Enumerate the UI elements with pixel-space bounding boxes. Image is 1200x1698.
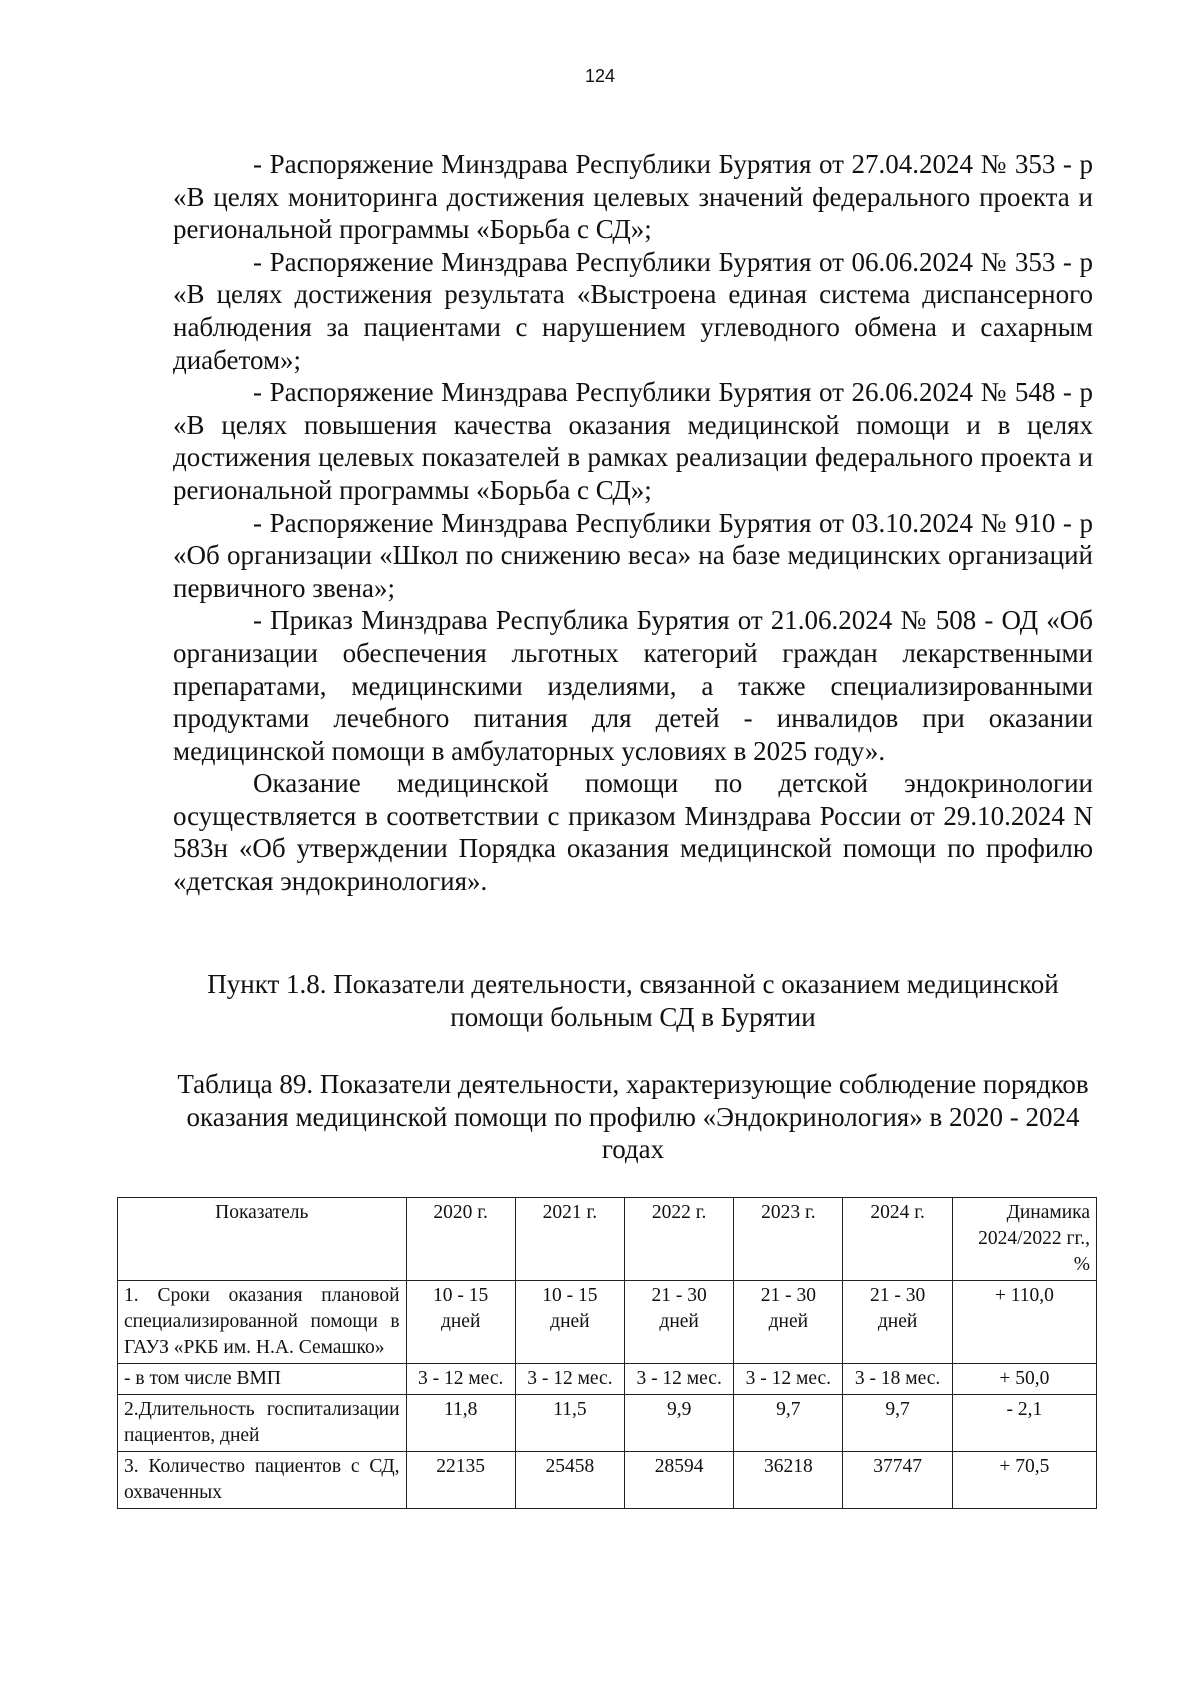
table-cell: 28594 — [625, 1452, 734, 1509]
table-cell: 3. Количество пациентов с СД, охваченных — [118, 1452, 407, 1509]
table-row — [118, 1281, 1097, 1364]
table-cell: 3 - 12 мес. — [625, 1364, 734, 1395]
table-cell: 37747 — [843, 1452, 952, 1509]
table-cell: 21 - 30 дней — [625, 1281, 734, 1364]
table-cell: 2.Длительность госпитализации пациентов, дней — [118, 1395, 407, 1452]
table-cell: - 2,1 — [952, 1395, 1096, 1452]
table-cell: - в том числе ВМП — [118, 1364, 407, 1395]
paragraph: - Распоряжение Минздрава Республики Бурятия от 27.04.2024 № 353 - р «В целях мониторинга достижения целевых значений федерального проекта и региональной программы «Борьба с СД»; — [173, 149, 1093, 245]
table-cell: 9,7 — [843, 1395, 952, 1452]
table-cell: + 70,5 — [952, 1452, 1096, 1509]
indicators-table — [117, 1197, 1097, 1509]
paragraph: - Распоряжение Минздрава Республики Бурятия от 06.06.2024 № 353 - р «В целях достижения результата «Выстроена единая система диспансерного наблюдения за пациентами с нарушением углеводного обмена и сахарным диабетом»; — [173, 246, 1093, 375]
document-body — [173, 148, 1093, 898]
column-header: 2021 г. — [515, 1198, 624, 1281]
table-caption: Таблица 89. Показатели деятельности, характеризующие соблюдение порядков оказания медицинской помощи по профилю «Эндокринология» в 2020 - 2024 годах — [177, 1069, 1089, 1165]
paragraph: - Приказ Минздрава Республика Бурятия от 21.06.2024 № 508 - ОД «Об организации обеспечения льготных категорий граждан лекарственными препаратами, медицинскими изделиями, а также специализированными продуктами лечебного питания для детей - инвалидов при оказании медицинской помощи в амбулаторных условиях в 2025 году». — [173, 605, 1093, 766]
paragraph: - Распоряжение Минздрава Республики Бурятия от 26.06.2024 № 548 - р «В целях повышения качества оказания медицинской помощи и в целях достижения целевых показателей в рамках реализации федерального проекта и региональной программы «Борьба с СД»; — [173, 377, 1093, 505]
column-header: 2023 г. — [734, 1198, 843, 1281]
column-header: 2024 г. — [843, 1198, 952, 1281]
table-cell: 3 - 18 мес. — [843, 1364, 952, 1395]
table-row — [118, 1452, 1097, 1509]
table-cell: 21 - 30 дней — [734, 1281, 843, 1364]
table-cell: 21 - 30 дней — [843, 1281, 952, 1364]
table-cell: + 50,0 — [952, 1364, 1096, 1395]
table-cell: 10 - 15 дней — [406, 1281, 515, 1364]
table-cell: 9,7 — [734, 1395, 843, 1452]
table-cell: 36218 — [734, 1452, 843, 1509]
table-row — [118, 1364, 1097, 1395]
section-heading: Пункт 1.8. Показатели деятельности, связанной с оказанием медицинской помощи больным СД в Бурятии — [207, 969, 1059, 1032]
paragraph: Оказание медицинской помощи по детской эндокринологии осуществляется в соответствии с приказом Минздрава России от 29.10.2024 N 583н «Об утверждении Порядка оказания медицинской помощи по профилю «детская эндокринология». — [173, 768, 1093, 897]
table-cell: 3 - 12 мес. — [515, 1364, 624, 1395]
table-cell: 3 - 12 мес. — [406, 1364, 515, 1395]
table-cell: + 110,0 — [952, 1281, 1096, 1364]
table-header-row — [118, 1198, 1097, 1281]
table-row — [118, 1395, 1097, 1452]
column-header: 2020 г. — [406, 1198, 515, 1281]
page-number: 124 — [584, 66, 616, 86]
table-cell: 10 - 15 дней — [515, 1281, 624, 1364]
table-cell: 1. Сроки оказания плановой специализированной помощи в ГАУЗ «РКБ им. Н.А. Семашко» — [118, 1281, 407, 1364]
table-cell: 11,5 — [515, 1395, 624, 1452]
column-header: Динамика 2024/2022 гг., % — [952, 1198, 1096, 1281]
table-cell: 25458 — [515, 1452, 624, 1509]
table-cell: 3 - 12 мес. — [734, 1364, 843, 1395]
table-cell: 9,9 — [625, 1395, 734, 1452]
paragraph: - Распоряжение Минздрава Республики Бурятия от 03.10.2024 № 910 - р «Об организации «Школ по снижению веса» на базе медицинских организаций первичного звена»; — [173, 507, 1093, 603]
column-header: Показатель — [118, 1198, 407, 1281]
table-cell: 11,8 — [406, 1395, 515, 1452]
table-cell: 22135 — [406, 1452, 515, 1509]
column-header: 2022 г. — [625, 1198, 734, 1281]
